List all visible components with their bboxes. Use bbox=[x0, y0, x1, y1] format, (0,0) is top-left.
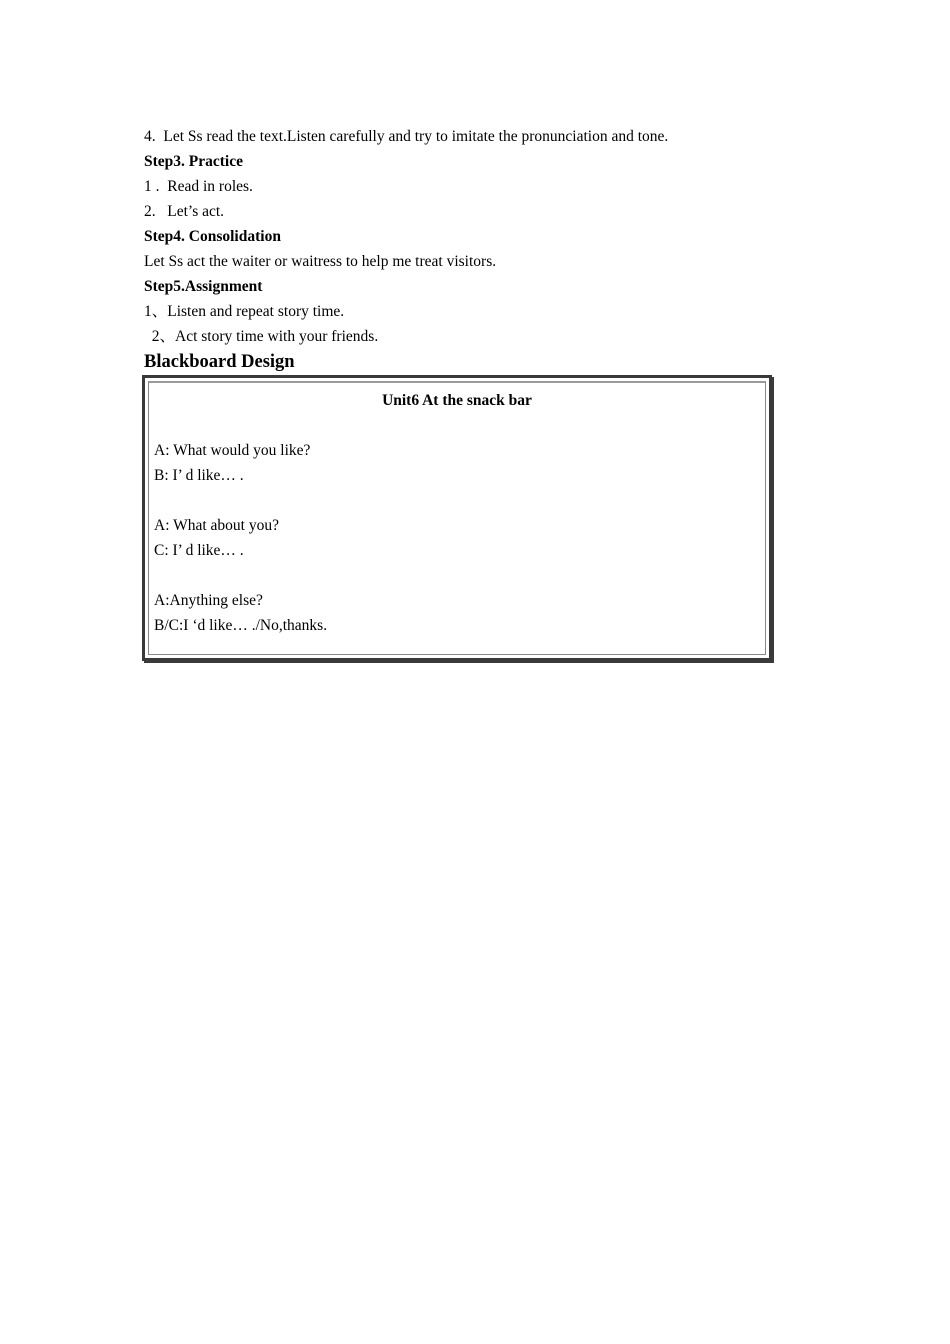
blackboard-design-heading: Blackboard Design bbox=[144, 352, 295, 372]
consolidation-text: Let Ss act the waiter or waitress to help me treat visitors. bbox=[144, 253, 497, 270]
blackboard-panel bbox=[148, 381, 766, 655]
dialogue-line: C: I’ d like… . bbox=[154, 542, 244, 559]
step4-heading: Step4. Consolidation bbox=[144, 228, 281, 245]
dialogue-spacer bbox=[154, 563, 327, 588]
dialogue-spacer bbox=[154, 488, 327, 513]
blackboard-frame bbox=[142, 375, 772, 661]
dialogue-line: B/C:I ‘d like… ./No,thanks. bbox=[154, 617, 328, 634]
dialogue-line: A:Anything else? bbox=[154, 592, 263, 609]
assignment-item-2: 2、Act story time with your friends. bbox=[144, 328, 379, 345]
step3-heading: Step3. Practice bbox=[144, 153, 243, 170]
step5-heading: Step5.Assignment bbox=[144, 278, 263, 295]
dialogue-line: B: I’ d like… . bbox=[154, 467, 244, 484]
blackboard-dialogue bbox=[154, 438, 327, 638]
practice-item-2: 2. Let’s act. bbox=[144, 203, 225, 220]
dialogue-line: A: What would you like? bbox=[154, 442, 311, 459]
practice-item-1: 1 . Read in roles. bbox=[144, 178, 253, 195]
step-text-4: 4. Let Ss read the text.Listen carefully and try to imitate the pronunciation and tone. bbox=[144, 128, 669, 145]
blackboard-title: Unit6 At the snack bar bbox=[382, 392, 532, 409]
assignment-item-1: 1、Listen and repeat story time. bbox=[144, 303, 345, 320]
dialogue-line: A: What about you? bbox=[154, 517, 279, 534]
lesson-plan-body bbox=[144, 124, 824, 375]
